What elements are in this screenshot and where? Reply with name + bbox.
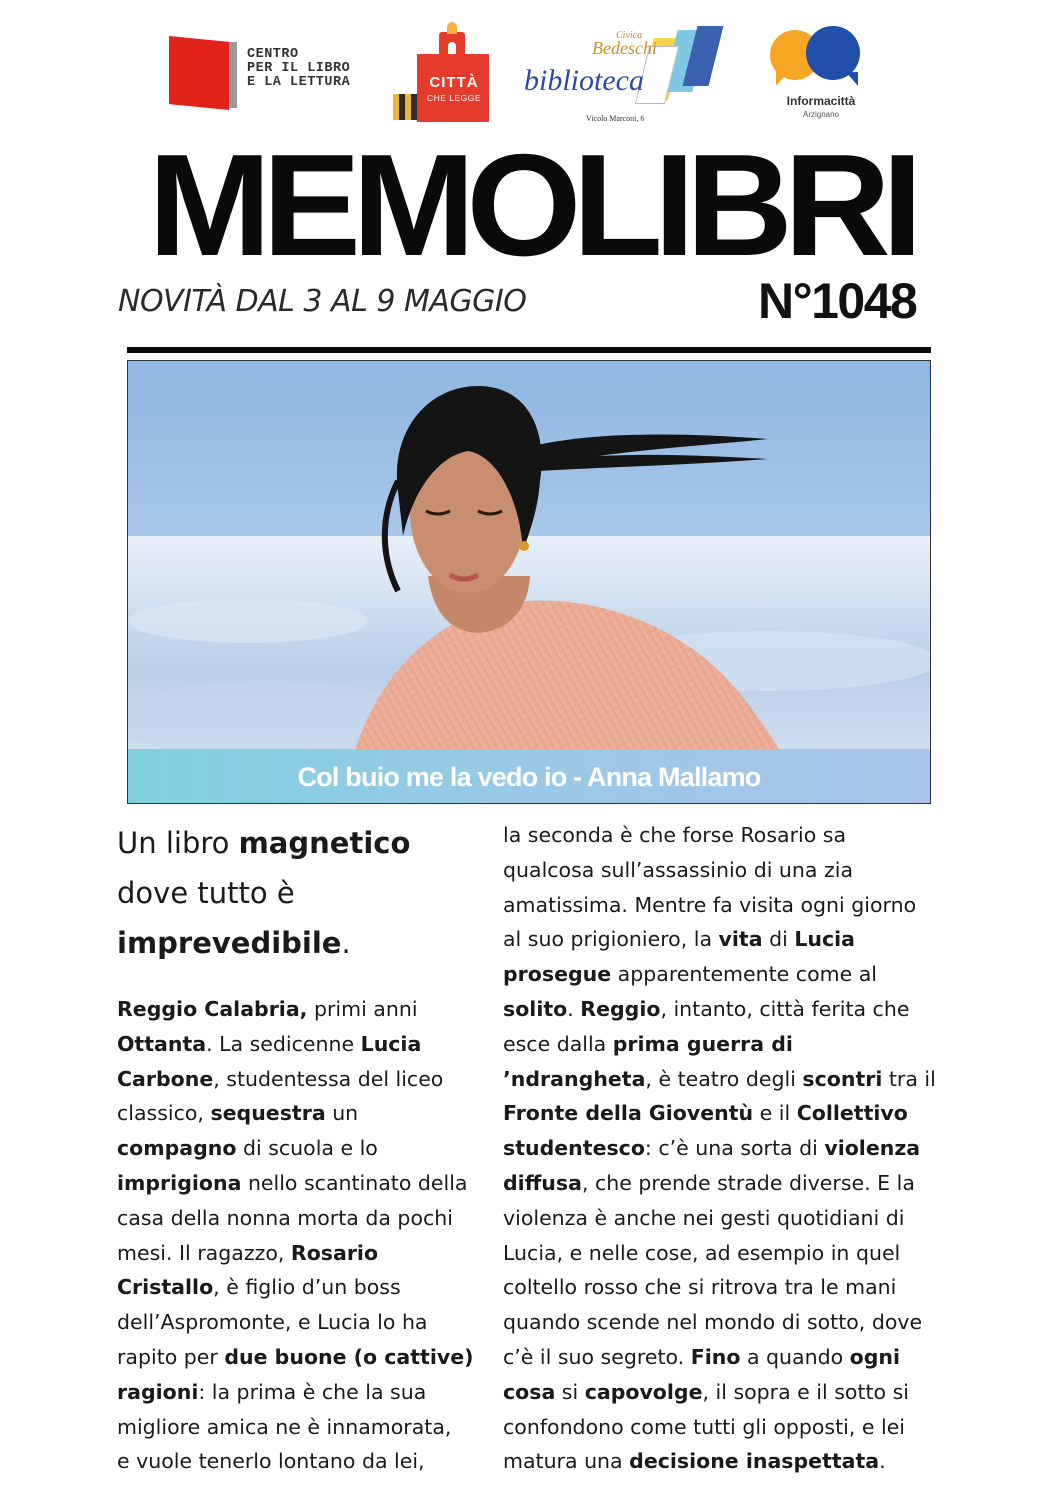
text-run: di scuola e lo [236,1136,378,1161]
text-run: di [762,927,795,952]
text-line [117,1027,487,1062]
bold-text-run: compagno [117,1136,237,1161]
body-column-right [503,818,948,1479]
bold-text-run: imprigiona [117,1170,242,1195]
masthead-title: MEMOLIBRI [148,124,914,287]
text-line [503,1236,948,1271]
text-line [503,1270,948,1305]
text-run: la seconda è che forse Rosario sa [503,823,847,847]
text-line [117,1305,487,1340]
logo-biblio-name: Bedeschi [592,38,657,58]
text-line [117,1375,487,1410]
text-line [503,922,948,957]
text-run: , il sopra e il sotto si [702,1379,909,1404]
text-run: matura una [503,1449,630,1474]
logo-centro-libro-lettura [165,28,375,118]
text-line [117,1236,487,1271]
text-line [503,1444,948,1479]
text-run: , che prende strade diverse. E la [581,1170,915,1195]
text-run: al suo prigioniero, la [503,927,719,952]
text-run: , studentessa del liceo [213,1066,444,1091]
text-line [503,818,948,853]
text-line [503,1201,948,1236]
text-run: si [555,1379,585,1404]
text-run: e il [753,1101,797,1126]
logo-citta-subtitle: CHE LEGGE [426,93,482,103]
bold-text-run: imprevedibile [117,926,342,960]
text-line [117,1062,487,1097]
bold-text-run: ’ndrangheta [503,1066,646,1091]
bold-text-run: sequestra [210,1101,326,1126]
text-run: a quando [740,1344,850,1369]
issue-dates: NOVITÀ DAL 3 AL 9 MAGGIO [118,284,527,319]
feature-photo [127,360,931,804]
logo-informacitta-name: Informacittà [786,94,856,108]
bold-text-run: Collettivo [796,1101,908,1126]
text-line [503,1131,948,1166]
bold-text-run: magnetico [238,826,411,860]
bold-text-run: Reggio Calabria, [117,997,308,1021]
text-run: . [879,1449,886,1474]
logo-informacitta [766,22,876,128]
text-run: tra il [882,1066,936,1091]
feature-caption: Col buio me la vedo io - Anna Mallamo [297,762,761,792]
text-run: : c’è una sorta di [644,1136,825,1161]
text-line [503,1340,948,1375]
logo-red-shape [169,36,229,110]
issue-number: N°1048 [758,273,917,329]
speech-bubble-tail-orange [776,72,788,86]
text-line [503,1096,948,1131]
logo-centro-line-2: PER IL LIBRO [247,61,351,76]
lead-paragraph [117,818,477,968]
logo-centro-text [247,48,350,90]
text-line [503,1305,948,1340]
bold-text-run: vita [718,927,763,952]
text-run: apparentemente come al [611,962,877,987]
bold-text-run: Rosario [290,1240,379,1265]
text-line [503,992,948,1027]
logo-biblio-civica: Civica [616,30,643,41]
logo-citta-window [448,42,456,54]
text-run: Lucia, e nelle cose, ad esempio in quel [503,1240,901,1265]
text-line [117,1340,487,1375]
text-run: e vuole tenerlo lontano da lei, [117,1449,425,1474]
text-line [503,888,948,923]
text-run: un [325,1101,359,1126]
text-line [117,1444,487,1479]
text-run: nello scantinato della [241,1170,468,1195]
text-line [117,1410,487,1445]
bold-text-run: Reggio [580,996,661,1021]
header-rule [127,347,931,353]
text-run: primi anni [307,997,418,1021]
bold-text-run: ragioni [117,1379,199,1404]
text-line [503,957,948,992]
bold-text-run: Fino [690,1344,741,1369]
text-line [503,1027,948,1062]
text-run: classico, [117,1101,211,1126]
text-run: , intanto, città ferita che [660,996,910,1021]
text-run: violenza è anche nei gesti quotidiani di [503,1205,905,1230]
text-line [117,1096,487,1131]
text-run: rapito per [117,1344,225,1369]
bold-text-run: Ottanta [117,1031,207,1056]
bold-text-run: decisione inaspettata [629,1449,880,1474]
logo-grey-shadow [229,42,237,108]
bold-text-run: Lucia [794,927,855,952]
text-run: dove tutto è [117,876,295,910]
text-run: : la prima è che la sua [198,1379,427,1404]
bold-text-run: cosa [503,1379,556,1404]
logo-citta-tower-top [447,22,457,34]
text-run: esce dalla [503,1031,613,1056]
bold-text-run: diffusa [503,1170,582,1195]
text-line [117,1131,487,1166]
text-run: mesi. Il ragazzo, [117,1240,291,1265]
text-run: quando scende nel mondo di sotto, dove [503,1310,923,1335]
bold-text-run: violenza [824,1136,921,1161]
text-run: qualcosa sull’assassinio di una zia [503,857,854,882]
body-column-left [117,992,487,1479]
bold-text-run: prima guerra di [612,1031,793,1056]
text-line [503,1062,948,1097]
bold-text-run: ogni [849,1344,901,1369]
bold-text-run: studentesco [503,1136,645,1161]
text-line [503,1410,948,1445]
bold-text-run: Fronte della Gioventù [503,1101,754,1126]
text-run: . La sedicenne [206,1031,361,1056]
text-run: , è figlio d’un boss [213,1275,401,1300]
text-line [117,1201,487,1236]
text-run: migliore amica ne è innamorata, [117,1414,452,1439]
text-run: amatissima. Mentre fa visita ogni giorno [503,892,917,917]
bold-text-run: due buone (o cattive) [224,1344,474,1369]
text-run: coltello rosso che si ritrova tra le mani [503,1275,897,1300]
feature-photo-illustration [128,361,930,803]
text-line [503,1166,948,1201]
text-line [117,1166,487,1201]
bold-text-run: scontri [802,1066,883,1091]
logo-biblio-address: Vicolo Marconi, 6 [586,114,645,123]
bold-text-run: Lucia [360,1031,422,1056]
bold-text-run: Carbone [117,1066,214,1091]
bold-text-run: solito [503,996,568,1021]
text-line [117,1270,487,1305]
text-run: , è teatro degli [645,1066,803,1091]
logo-biblio-word: biblioteca [524,64,644,97]
text-line [503,853,948,888]
text-run: . [341,926,351,960]
text-run: c’è il suo segreto. [503,1344,691,1369]
text-run: dell’Aspromonte, e Lucia lo ha [117,1310,428,1335]
text-run: casa della nonna morta da pochi [117,1205,453,1230]
text-line [117,992,487,1027]
text-run: confondono come tutti gli opposti, e lei [503,1414,906,1439]
speech-bubble-tail-blue [846,72,858,86]
text-run: Un libro [117,826,239,860]
text-run: . [567,996,581,1021]
bold-text-run: capovolge [584,1379,703,1404]
logo-centro-line-1: CENTRO [247,47,299,62]
logo-centro-line-3: E LA LETTURA [247,75,351,90]
logo-informacitta-place: Arzignano [802,110,840,119]
logo-biblioteca-bedeschi [522,20,732,128]
logo-citta-title: CITTÀ [429,74,479,91]
text-line [503,1375,948,1410]
logo-citta-che-legge [389,14,493,124]
bold-text-run: prosegue [503,962,612,987]
bold-text-run: Cristallo [117,1275,214,1300]
